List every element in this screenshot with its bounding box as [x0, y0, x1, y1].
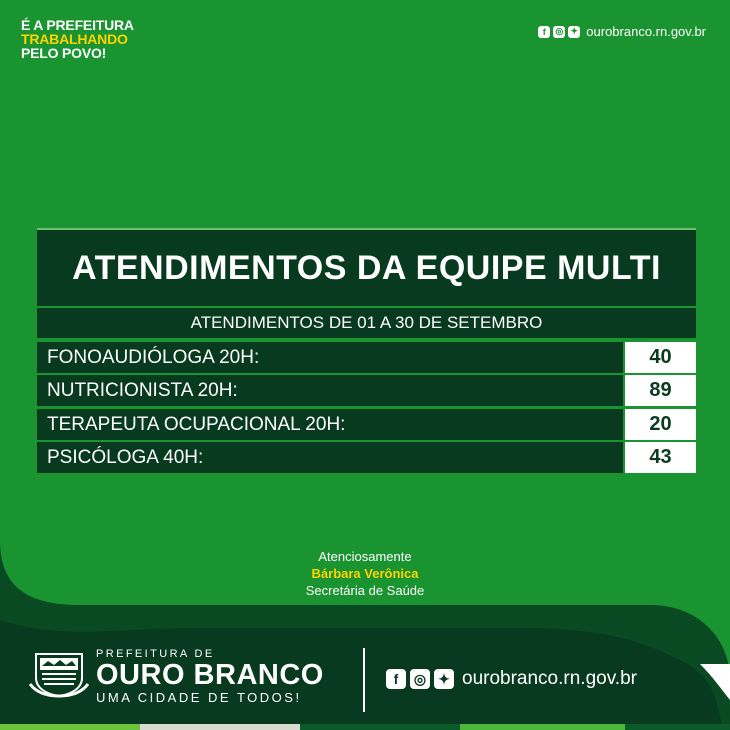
instagram-icon[interactable]: ◎ — [553, 26, 565, 38]
instagram-icon[interactable]: ◎ — [410, 669, 430, 689]
row-label: FONOAUDIÓLOGA 20H: — [37, 342, 623, 373]
facebook-icon[interactable]: f — [386, 669, 406, 689]
row-label: PSICÓLOGA 40H: — [37, 442, 623, 473]
panel-title: ATENDIMENTOS DA EQUIPE MULTI — [72, 248, 661, 287]
signature-name: Bárbara Verônica — [311, 566, 419, 581]
signature-role: Secretária de Saúde — [305, 583, 425, 598]
row-value: 89 — [625, 375, 696, 406]
signature-greeting: Atenciosamente — [318, 549, 412, 564]
table-row — [37, 409, 696, 440]
top-social-bar — [538, 24, 706, 39]
row-value: 20 — [625, 409, 696, 440]
table-row — [37, 375, 696, 406]
city-emblem-icon — [28, 650, 90, 698]
row-label: NUTRICIONISTA 20H: — [37, 375, 623, 406]
facebook-icon[interactable]: f — [538, 26, 550, 38]
slogan-line-1: É A PREFEITURA — [21, 17, 134, 33]
panel-title-bar — [37, 228, 696, 306]
signature-block — [0, 548, 730, 599]
slogan — [21, 18, 134, 60]
row-label: TERAPEUTA OCUPACIONAL 20H: — [37, 409, 623, 440]
footer-website-link[interactable]: ourobranco.rn.gov.br — [462, 668, 637, 689]
panel-subtitle: ATENDIMENTOS DE 01 A 30 DE SETEMBRO — [190, 313, 543, 332]
footer-social-bar — [386, 668, 637, 690]
footer-stripe — [625, 724, 730, 730]
footer-stripe — [140, 724, 300, 730]
table-row — [37, 442, 696, 473]
table-row — [37, 342, 696, 373]
footer-stripe — [0, 724, 140, 730]
twitter-icon[interactable]: ✦ — [434, 669, 454, 689]
brand-prefix: PREFEITURA DE — [96, 648, 215, 660]
footer-stripe — [460, 724, 625, 730]
website-link[interactable]: ourobranco.rn.gov.br — [586, 24, 706, 39]
row-value: 40 — [625, 342, 696, 373]
footer-divider — [363, 648, 365, 712]
brand-city: OURO BRANCO — [96, 659, 324, 691]
slogan-line-3: PELO POVO! — [21, 45, 107, 61]
footer-stripe — [300, 724, 460, 730]
slogan-line-2: TRABALHANDO — [21, 31, 128, 47]
footer-brand — [96, 648, 324, 705]
panel-subtitle-bar — [37, 308, 696, 338]
stats-panel — [37, 228, 696, 474]
twitter-icon[interactable]: ✦ — [568, 26, 580, 38]
row-value: 43 — [625, 442, 696, 473]
brand-tagline: UMA CIDADE DE TODOS! — [96, 690, 302, 705]
